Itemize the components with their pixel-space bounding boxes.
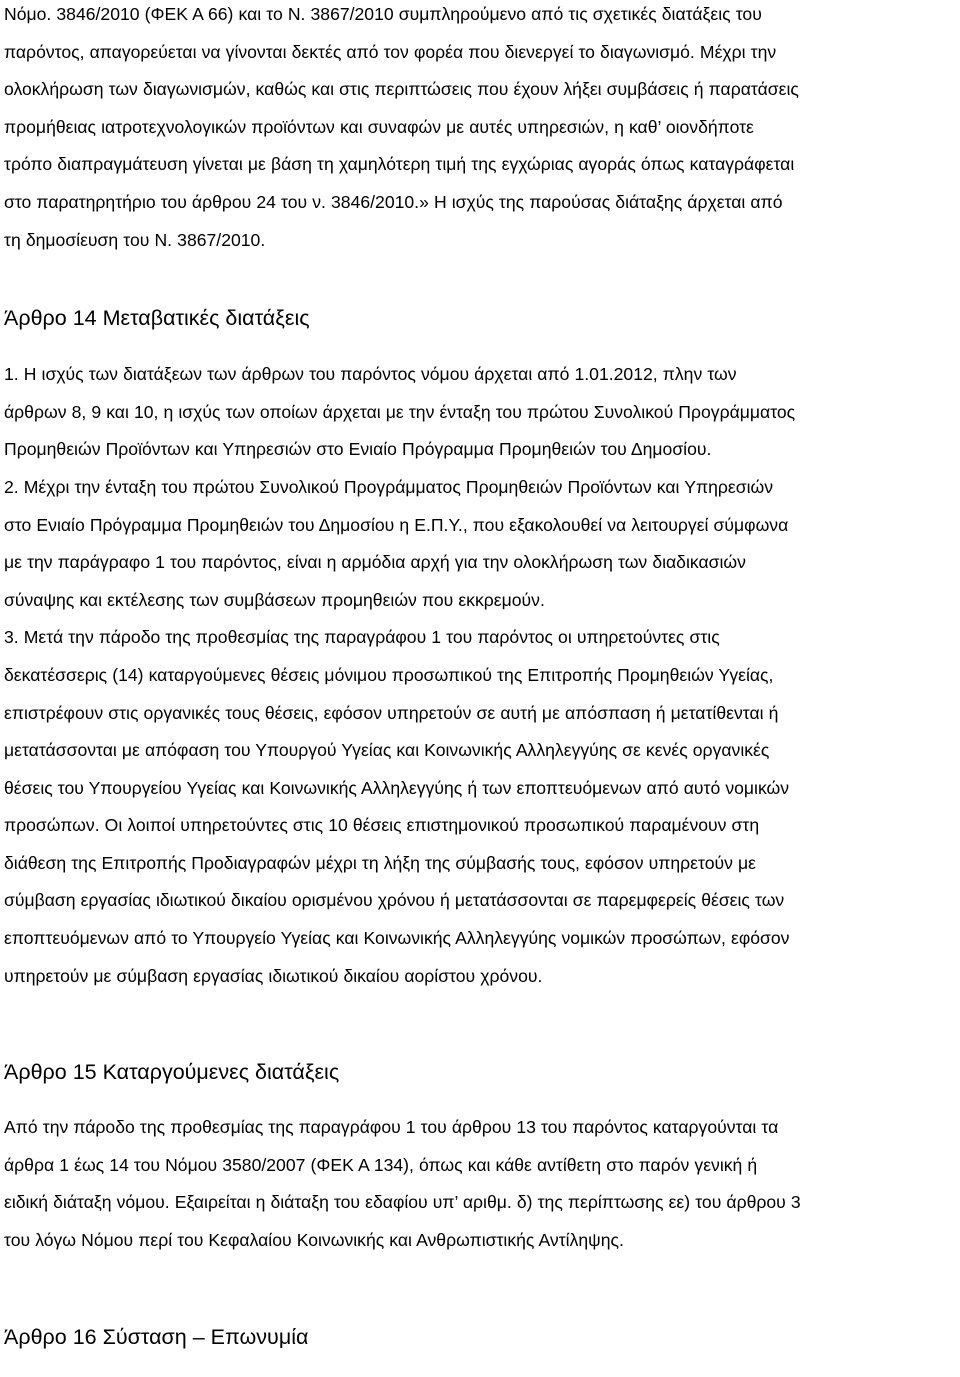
text-line: εποπτευόμενων από το Υπουργείο Υγείας και Κοινωνικής Αλληλεγγύης νομικών προσώπων, εφόσον [4,928,790,949]
article-16-title: Άρθρο 16 Σύσταση – Επωνυμία [4,1324,309,1349]
text-line: 3. Μετά την πάροδο της προθεσμίας της παραγράφου 1 του παρόντος οι υπηρετούντες στις [4,627,720,648]
text-line: προμήθειας ιατροτεχνολογικών προϊόντων και συναφών με αυτές υπηρεσιών, η καθ’ οιονδήποτε [4,116,754,137]
text-line: με την παράγραφο 1 του παρόντος, είναι η αρμόδια αρχή για την ολοκλήρωση των διαδικασιών [4,552,746,573]
text-line: ειδική διάταξη νόμου. Εξαιρείται η διάταξη του εδαφίου υπ’ αριθμ. δ) της περίπτωσης εε) του άρθρου 3 [4,1192,801,1213]
article-14-body [4,356,958,995]
text-line: παρόντος, απαγορεύεται να γίνονται δεκτές από τον φορέα που διενεργεί το διαγωνισμό. Μέχρι την [4,41,777,62]
text-line: Από την πάροδο της προθεσμίας της παραγράφου 1 του άρθρου 13 του παρόντος καταργούνται τα [4,1117,779,1138]
text-line: σύναψης και εκτέλεσης των συμβάσεων προμηθειών που εκκρεμούν. [4,589,545,610]
text-line: στο Ενιαίο Πρόγραμμα Προμηθειών του Δημοσίου η Ε.Π.Υ., που εξακολουθεί να λειτουργεί σύμφωνα [4,514,789,535]
text-line: στο παρατηρητήριο του άρθρου 24 του ν. 3846/2010.» Η ισχύς της παρούσας διάταξης άρχεται από [4,191,783,212]
article-14-title: Άρθρο 14 Μεταβατικές διατάξεις [4,306,310,331]
text-line: τη δημοσίευση του Ν. 3867/2010. [4,229,266,250]
text-line: Προμηθειών Προϊόντων και Υπηρεσιών στο Ενιαίο Πρόγραμμα Προμηθειών του Δημοσίου. [4,439,712,460]
text-line: επιστρέφουν στις οργανικές τους θέσεις, εφόσον υπηρετούν σε αυτή με απόσπαση ή μετατίθενται ή [4,702,779,723]
text-line: Νόμο. 3846/2010 (ΦΕΚ Α 66) και το Ν. 3867/2010 συμπληρούμενο από τις σχετικές διατάξεις του [4,4,762,24]
text-line: σύμβαση εργασίας ιδιωτικού δικαίου ορισμένου χρόνου ή μετατάσσονται σε παρεμφερείς θέσεις των [4,890,785,911]
text-line: δεκατέσσερις (14) καταργούμενες θέσεις μόνιμου προσωπικού της Επιτροπής Προμηθειών Υγείας, [4,664,774,685]
text-line: προσώπων. Οι λοιποί υπηρετούντες στις 10 θέσεις επιστημονικού προσωπικού παραμένουν στη [4,815,760,836]
text-line: τρόπο διαπραγμάτευση γίνεται με βάση τη χαμηλότερη τιμή της εγχώριας αγοράς όπως καταγράφεται [4,154,795,175]
text-line: 1. Η ισχύς των διατάξεων των άρθρων του παρόντος νόμου άρχεται από 1.01.2012, πλην των [4,364,737,385]
text-line: θέσεις του Υπουργείου Υγείας και Κοινωνικής Αλληλεγγύης ή των εποπτευόμενων από αυτό νομικών [4,777,790,798]
text-line: άρθρα 1 έως 14 του Νόμου 3580/2007 (ΦΕΚ Α 134), όπως και κάθε αντίθετη στο παρόν γενική ή [4,1154,758,1175]
document-page [4,0,958,1352]
text-line: μετατάσσονται με απόφαση του Υπουργού Υγείας και Κοινωνικής Αλληλεγγύης σε κενές οργανικές [4,740,770,761]
text-line: ολοκλήρωση των διαγωνισμών, καθώς και στις περιπτώσεις που έχουν λήξει συμβάσεις ή παρατάσεις [4,79,799,100]
text-line: διάθεση της Επιτροπής Προδιαγραφών μέχρι τη λήξη της σύμβασής τους, εφόσον υπηρετούν με [4,852,756,873]
text-line: 2. Μέχρι την ένταξη του πρώτου Συνολικού Προγράμματος Προμηθειών Προϊόντων και Υπηρεσιών [4,476,774,497]
text-line: υπηρετούν με σύμβαση εργασίας ιδιωτικού δικαίου αορίστου χρόνου. [4,965,543,986]
text-line: άρθρων 8, 9 και 10, η ισχύς των οποίων άρχεται με την ένταξη του πρώτου Συνολικού Προγράμματος [4,401,796,422]
article-15-body [4,1109,958,1259]
intro-paragraph [4,0,958,259]
article-15-title: Άρθρο 15 Καταργούμενες διατάξεις [4,1060,340,1085]
text-line: του λόγω Νόμου περί του Κεφαλαίου Κοινωνικής και Ανθρωπιστικής Αντίληψης. [4,1230,624,1251]
